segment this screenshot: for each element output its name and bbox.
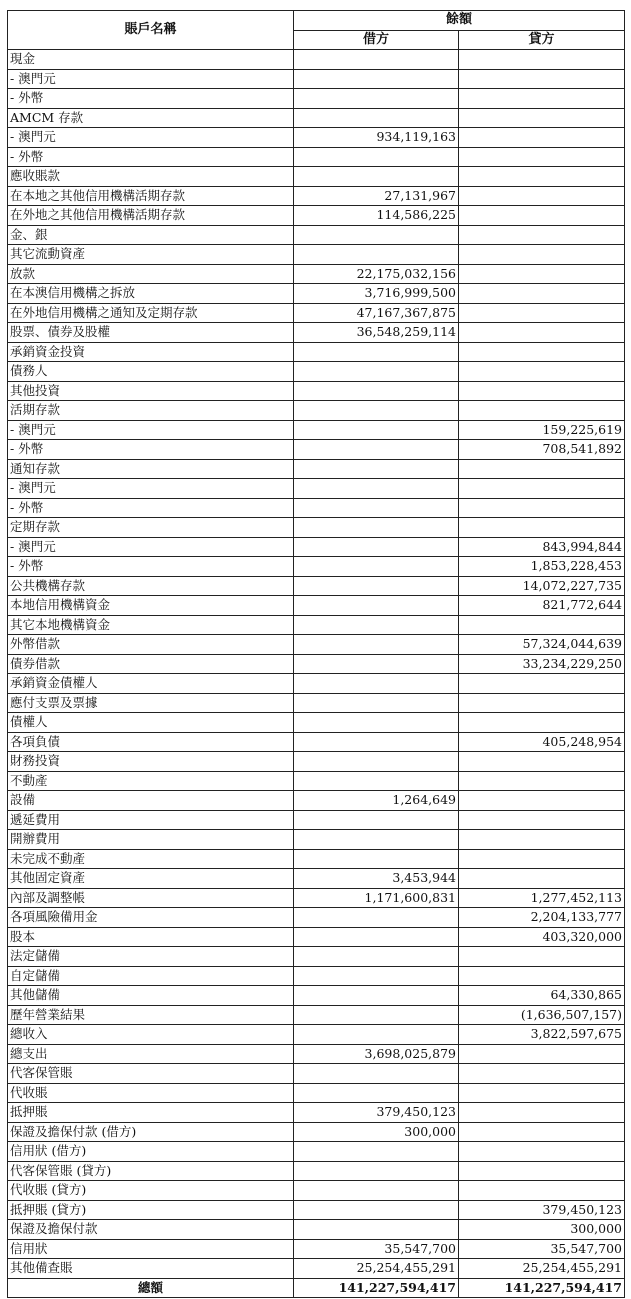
table-row — [8, 654, 625, 674]
debit-cell — [294, 89, 459, 109]
debit-cell — [294, 732, 459, 752]
debit-cell: 3,453,944 — [294, 869, 459, 889]
account-name-cell: 不動產 — [8, 771, 294, 791]
debit-cell — [294, 1025, 459, 1045]
debit-cell — [294, 108, 459, 128]
account-name-cell: 股票、債券及股權 — [8, 323, 294, 343]
debit-cell — [294, 381, 459, 401]
account-name-cell: - 外幣 — [8, 147, 294, 167]
table-row — [8, 1239, 625, 1259]
table-row — [8, 1142, 625, 1162]
credit-cell — [459, 50, 625, 70]
credit-cell — [459, 479, 625, 499]
debit-cell — [294, 69, 459, 89]
credit-header: 貸方 — [459, 30, 625, 50]
credit-cell: 843,994,844 — [459, 537, 625, 557]
debit-cell — [294, 596, 459, 616]
credit-cell: 708,541,892 — [459, 440, 625, 460]
credit-cell — [459, 167, 625, 187]
account-name-cell: - 澳門元 — [8, 537, 294, 557]
credit-cell — [459, 771, 625, 791]
account-name-cell: 代客保管賬 — [8, 1064, 294, 1084]
debit-cell — [294, 771, 459, 791]
account-name-cell: - 外幣 — [8, 440, 294, 460]
credit-cell: 300,000 — [459, 1220, 625, 1240]
ledger-body — [8, 50, 625, 1279]
table-row — [8, 362, 625, 382]
header-row-top — [8, 11, 625, 31]
account-name-cell: 其他固定資產 — [8, 869, 294, 889]
account-name-cell: 承銷資金債權人 — [8, 674, 294, 694]
debit-cell: 35,547,700 — [294, 1239, 459, 1259]
debit-cell — [294, 1200, 459, 1220]
table-row — [8, 128, 625, 148]
table-row — [8, 1083, 625, 1103]
table-row — [8, 908, 625, 928]
table-row — [8, 147, 625, 167]
debit-cell: 47,167,367,875 — [294, 303, 459, 323]
account-name-cell: 代收賬 (貸方) — [8, 1181, 294, 1201]
account-name-cell: 各項風險備用金 — [8, 908, 294, 928]
debit-cell — [294, 440, 459, 460]
debit-cell — [294, 1161, 459, 1181]
table-row — [8, 791, 625, 811]
account-name-cell: 其他投資 — [8, 381, 294, 401]
table-row — [8, 342, 625, 362]
account-name-cell: 在外地之其他信用機構活期存款 — [8, 206, 294, 226]
debit-cell — [294, 1083, 459, 1103]
account-name-cell: 定期存款 — [8, 518, 294, 538]
table-row — [8, 459, 625, 479]
credit-cell — [459, 401, 625, 421]
table-row — [8, 732, 625, 752]
debit-cell — [294, 576, 459, 596]
debit-cell — [294, 615, 459, 635]
credit-cell: 405,248,954 — [459, 732, 625, 752]
credit-cell: 3,822,597,675 — [459, 1025, 625, 1045]
debit-cell — [294, 966, 459, 986]
account-name-cell: 開辦費用 — [8, 830, 294, 850]
credit-cell — [459, 108, 625, 128]
debit-cell — [294, 830, 459, 850]
credit-cell: 64,330,865 — [459, 986, 625, 1006]
credit-cell — [459, 752, 625, 772]
table-row — [8, 1044, 625, 1064]
table-row — [8, 986, 625, 1006]
debit-cell: 3,698,025,879 — [294, 1044, 459, 1064]
credit-cell — [459, 1122, 625, 1142]
table-row — [8, 947, 625, 967]
credit-cell: 1,277,452,113 — [459, 888, 625, 908]
table-row — [8, 1220, 625, 1240]
account-name-cell: 公共機構存款 — [8, 576, 294, 596]
account-name-cell: 應收賬款 — [8, 167, 294, 187]
credit-cell — [459, 693, 625, 713]
account-name-header: 賬戶名稱 — [8, 11, 294, 50]
account-name-cell: 信用狀 (借方) — [8, 1142, 294, 1162]
table-row — [8, 50, 625, 70]
credit-cell — [459, 186, 625, 206]
account-name-cell: AMCM 存款 — [8, 108, 294, 128]
credit-cell — [459, 1161, 625, 1181]
table-row — [8, 888, 625, 908]
debit-cell — [294, 849, 459, 869]
debit-cell: 934,119,163 — [294, 128, 459, 148]
credit-cell: 1,853,228,453 — [459, 557, 625, 577]
account-name-cell: 未完成不動產 — [8, 849, 294, 869]
debit-cell — [294, 479, 459, 499]
debit-cell — [294, 167, 459, 187]
credit-cell — [459, 966, 625, 986]
debit-cell — [294, 225, 459, 245]
account-name-cell: 其它本地機構資金 — [8, 615, 294, 635]
table-row — [8, 849, 625, 869]
table-row — [8, 1064, 625, 1084]
debit-cell: 3,716,999,500 — [294, 284, 459, 304]
debit-cell: 300,000 — [294, 1122, 459, 1142]
debit-cell — [294, 908, 459, 928]
debit-cell — [294, 245, 459, 265]
debit-cell — [294, 693, 459, 713]
credit-cell — [459, 1142, 625, 1162]
account-name-cell: 設備 — [8, 791, 294, 811]
debit-cell — [294, 1064, 459, 1084]
credit-cell — [459, 284, 625, 304]
credit-cell — [459, 518, 625, 538]
account-name-cell: - 澳門元 — [8, 69, 294, 89]
debit-cell — [294, 635, 459, 655]
balance-header: 餘額 — [294, 11, 625, 31]
debit-cell — [294, 752, 459, 772]
credit-cell — [459, 810, 625, 830]
account-name-cell: 債券借款 — [8, 654, 294, 674]
account-name-cell: 本地信用機構資金 — [8, 596, 294, 616]
table-row — [8, 693, 625, 713]
credit-cell — [459, 128, 625, 148]
credit-cell — [459, 869, 625, 889]
debit-cell — [294, 420, 459, 440]
credit-cell — [459, 303, 625, 323]
account-name-cell: - 澳門元 — [8, 479, 294, 499]
credit-cell — [459, 206, 625, 226]
debit-cell — [294, 713, 459, 733]
debit-cell — [294, 1220, 459, 1240]
credit-cell — [459, 791, 625, 811]
account-name-cell: 法定儲備 — [8, 947, 294, 967]
debit-cell — [294, 459, 459, 479]
account-name-cell: 信用狀 — [8, 1239, 294, 1259]
total-label: 總額 — [8, 1278, 294, 1298]
credit-cell: 821,772,644 — [459, 596, 625, 616]
table-row — [8, 1161, 625, 1181]
total-debit: 141,227,594,417 — [294, 1278, 459, 1298]
credit-cell — [459, 342, 625, 362]
debit-cell: 114,586,225 — [294, 206, 459, 226]
table-row — [8, 1103, 625, 1123]
table-row — [8, 401, 625, 421]
debit-cell — [294, 537, 459, 557]
table-row — [8, 752, 625, 772]
account-name-cell: 各項負債 — [8, 732, 294, 752]
account-name-cell: 其他儲備 — [8, 986, 294, 1006]
table-row — [8, 635, 625, 655]
table-row — [8, 537, 625, 557]
account-name-cell: 現金 — [8, 50, 294, 70]
debit-cell — [294, 654, 459, 674]
credit-cell — [459, 674, 625, 694]
debit-cell: 27,131,967 — [294, 186, 459, 206]
account-name-cell: - 外幣 — [8, 89, 294, 109]
credit-cell — [459, 459, 625, 479]
table-row — [8, 1200, 625, 1220]
account-name-cell: 應付支票及票據 — [8, 693, 294, 713]
account-name-cell: 債務人 — [8, 362, 294, 382]
debit-cell — [294, 401, 459, 421]
account-name-cell: - 外幣 — [8, 498, 294, 518]
trial-balance-table — [7, 10, 625, 1298]
credit-cell — [459, 1103, 625, 1123]
table-row — [8, 245, 625, 265]
table-row — [8, 108, 625, 128]
table-row — [8, 89, 625, 109]
debit-header: 借方 — [294, 30, 459, 50]
table-row — [8, 1181, 625, 1201]
account-name-cell: 承銷資金投資 — [8, 342, 294, 362]
account-name-cell: 在外地信用機構之通知及定期存款 — [8, 303, 294, 323]
account-name-cell: 歷年營業結果 — [8, 1005, 294, 1025]
account-name-cell: 代收賬 — [8, 1083, 294, 1103]
table-row — [8, 576, 625, 596]
account-name-cell: 保證及擔保付款 — [8, 1220, 294, 1240]
account-name-cell: 通知存款 — [8, 459, 294, 479]
debit-cell — [294, 1005, 459, 1025]
debit-cell — [294, 518, 459, 538]
account-name-cell: 抵押賬 (貸方) — [8, 1200, 294, 1220]
debit-cell: 1,264,649 — [294, 791, 459, 811]
account-name-cell: 其它流動資產 — [8, 245, 294, 265]
credit-cell — [459, 225, 625, 245]
table-row — [8, 927, 625, 947]
table-row — [8, 1259, 625, 1279]
table-row — [8, 674, 625, 694]
credit-cell: 2,204,133,777 — [459, 908, 625, 928]
account-name-cell: 內部及調整帳 — [8, 888, 294, 908]
credit-cell — [459, 713, 625, 733]
table-row — [8, 381, 625, 401]
account-name-cell: 在本澳信用機構之拆放 — [8, 284, 294, 304]
account-name-cell: 抵押賬 — [8, 1103, 294, 1123]
account-name-cell: 財務投資 — [8, 752, 294, 772]
debit-cell — [294, 810, 459, 830]
debit-cell — [294, 1142, 459, 1162]
credit-cell: 25,254,455,291 — [459, 1259, 625, 1279]
table-row — [8, 264, 625, 284]
table-row — [8, 479, 625, 499]
credit-cell — [459, 69, 625, 89]
table-row — [8, 518, 625, 538]
debit-cell: 22,175,032,156 — [294, 264, 459, 284]
account-name-cell: - 外幣 — [8, 557, 294, 577]
table-row — [8, 810, 625, 830]
table-row — [8, 440, 625, 460]
account-name-cell: 自定儲備 — [8, 966, 294, 986]
account-name-cell: - 澳門元 — [8, 420, 294, 440]
debit-cell — [294, 147, 459, 167]
credit-cell — [459, 1044, 625, 1064]
table-row — [8, 713, 625, 733]
credit-cell: 33,234,229,250 — [459, 654, 625, 674]
account-name-cell: 在本地之其他信用機構活期存款 — [8, 186, 294, 206]
table-row — [8, 830, 625, 850]
credit-cell — [459, 147, 625, 167]
credit-cell — [459, 615, 625, 635]
credit-cell — [459, 381, 625, 401]
debit-cell: 25,254,455,291 — [294, 1259, 459, 1279]
debit-cell — [294, 342, 459, 362]
account-name-cell: 外幣借款 — [8, 635, 294, 655]
table-row — [8, 206, 625, 226]
table-row — [8, 596, 625, 616]
total-row — [8, 1278, 625, 1298]
credit-cell — [459, 498, 625, 518]
table-row — [8, 1122, 625, 1142]
table-row — [8, 69, 625, 89]
table-row — [8, 167, 625, 187]
credit-cell — [459, 362, 625, 382]
account-name-cell: 其他備查賬 — [8, 1259, 294, 1279]
credit-cell: (1,636,507,157) — [459, 1005, 625, 1025]
credit-cell — [459, 947, 625, 967]
debit-cell — [294, 498, 459, 518]
debit-cell — [294, 674, 459, 694]
table-row — [8, 186, 625, 206]
debit-cell — [294, 50, 459, 70]
debit-cell — [294, 947, 459, 967]
account-name-cell: 代客保管賬 (貸方) — [8, 1161, 294, 1181]
account-name-cell: 總收入 — [8, 1025, 294, 1045]
total-credit: 141,227,594,417 — [459, 1278, 625, 1298]
account-name-cell: - 澳門元 — [8, 128, 294, 148]
debit-cell: 36,548,259,114 — [294, 323, 459, 343]
credit-cell: 159,225,619 — [459, 420, 625, 440]
credit-cell — [459, 1181, 625, 1201]
table-row — [8, 615, 625, 635]
debit-cell: 1,171,600,831 — [294, 888, 459, 908]
debit-cell — [294, 927, 459, 947]
table-row — [8, 225, 625, 245]
account-name-cell: 金、銀 — [8, 225, 294, 245]
account-name-cell: 保證及擔保付款 (借方) — [8, 1122, 294, 1142]
credit-cell — [459, 830, 625, 850]
debit-cell — [294, 986, 459, 1006]
table-row — [8, 771, 625, 791]
account-name-cell: 活期存款 — [8, 401, 294, 421]
table-row — [8, 498, 625, 518]
credit-cell — [459, 849, 625, 869]
table-row — [8, 557, 625, 577]
credit-cell — [459, 264, 625, 284]
table-row — [8, 1005, 625, 1025]
credit-cell — [459, 89, 625, 109]
table-row — [8, 1025, 625, 1045]
credit-cell: 379,450,123 — [459, 1200, 625, 1220]
debit-cell — [294, 1181, 459, 1201]
table-row — [8, 869, 625, 889]
table-row — [8, 284, 625, 304]
account-name-cell: 放款 — [8, 264, 294, 284]
account-name-cell: 債權人 — [8, 713, 294, 733]
credit-cell — [459, 1064, 625, 1084]
debit-cell — [294, 557, 459, 577]
account-name-cell: 遞延費用 — [8, 810, 294, 830]
debit-cell — [294, 362, 459, 382]
debit-cell: 379,450,123 — [294, 1103, 459, 1123]
credit-cell: 35,547,700 — [459, 1239, 625, 1259]
credit-cell: 14,072,227,735 — [459, 576, 625, 596]
credit-cell: 57,324,044,639 — [459, 635, 625, 655]
table-row — [8, 966, 625, 986]
credit-cell — [459, 245, 625, 265]
credit-cell: 403,320,000 — [459, 927, 625, 947]
credit-cell — [459, 323, 625, 343]
account-name-cell: 總支出 — [8, 1044, 294, 1064]
table-row — [8, 303, 625, 323]
table-row — [8, 323, 625, 343]
account-name-cell: 股本 — [8, 927, 294, 947]
table-row — [8, 420, 625, 440]
credit-cell — [459, 1083, 625, 1103]
